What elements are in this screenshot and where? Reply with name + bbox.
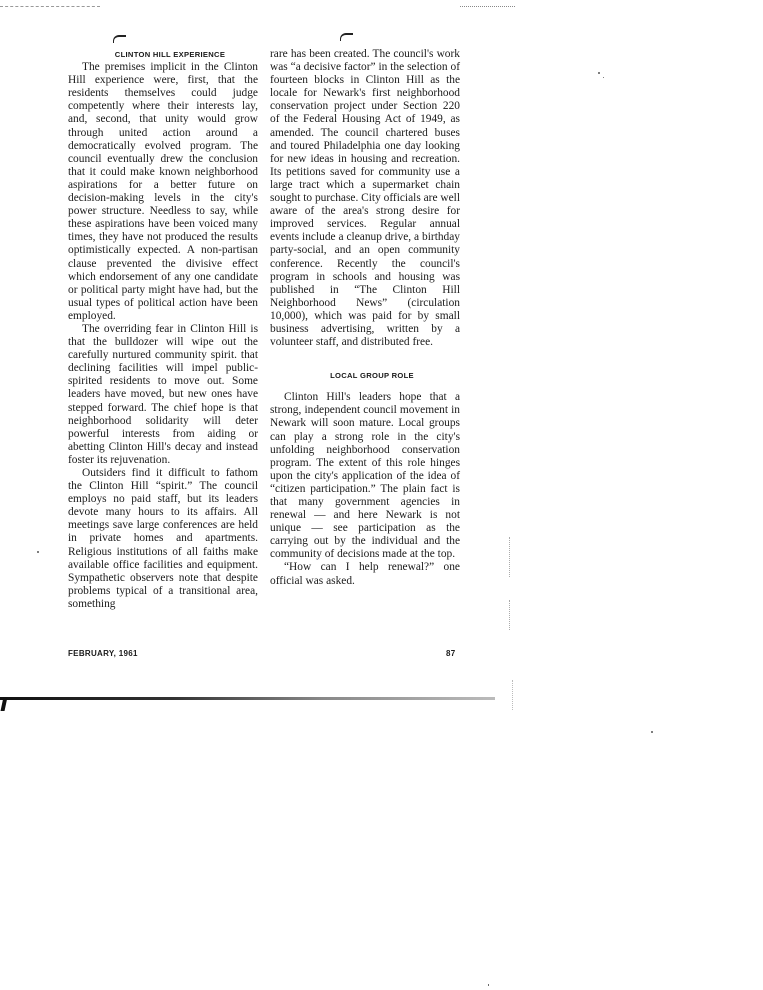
left-column bbox=[68, 48, 258, 611]
scan-dots bbox=[512, 680, 514, 710]
scan-rule-bottom bbox=[0, 697, 495, 700]
scan-speck bbox=[37, 551, 39, 553]
page-number: 87 bbox=[446, 649, 456, 658]
paragraph: Clinton Hill's leaders hope that a strong, independent council movement in Newark will soon mature. Local groups can play a strong role in the city's unfolding neighborhood conservation program. The extent of this role hinges upon the city's application of the idea of “citizen participation.” The plain fact is that many government agencies in renewal — and here Newark is not unique — see participation as the carrying out by the individual and the community of decisions made at the top. bbox=[270, 391, 460, 561]
paragraph: “How can I help renewal?” one official was asked. bbox=[270, 561, 460, 587]
staple-mark-right bbox=[340, 33, 353, 41]
scan-mark-top-right bbox=[460, 6, 515, 8]
right-column bbox=[270, 48, 460, 588]
paragraph: Outsiders find it difficult to fathom the Clinton Hill “spirit.” The council employs no paid staff, but its leaders devote many hours to its affairs. All meetings save large conferences are held in private homes and apartments. Religious institutions of all faiths make available office facilities and equipment. Sympathetic observers note that despite problems typical of a transitional area, something bbox=[68, 467, 258, 610]
staple-mark-left bbox=[113, 35, 126, 43]
section-heading-clinton-hill: CLINTON HILL EXPERIENCE bbox=[114, 50, 226, 59]
scan-speck bbox=[598, 72, 600, 74]
paragraph: The overriding fear in Clinton Hill is that the bulldozer will wipe out the carefully nurtured community spirit. that declining facilities will impel public-spirited residents to move out. Some leaders have moved, but new ones have stepped forward. The chief hope is that neighborhood solidarity will deter powerful interests from aiding or abetting Clinton Hill's decay and instead foster its rejuvenation. bbox=[68, 322, 258, 466]
section-heading-local-group-role: LOCAL GROUP ROLE bbox=[330, 371, 414, 381]
scan-mark-top-left bbox=[0, 6, 100, 8]
scan-dots bbox=[509, 600, 511, 630]
scan-speck bbox=[488, 984, 489, 986]
paragraph: rare has been created. The council's work was “a decisive factor” in the selection of fourteen blocks in Clinton Hill as the locale for Newark's first neighborhood conservation project under Section 220 of the Federal Housing Act of 1949, as amended. The council chartered buses and toured Philadelphia one day looking for new ideas in housing and recreation. Its petitions saved for community use a large tract which a supermarket chain sought to purchase. City officials are well aware of the area's strong desire for improved services. Regular annual events include a cleanup drive, a birthday party-social, and an open community conference. Recently the council's program in schools and housing was published in “The Clinton Hill Neighborhood News” (circulation 10,000), which was paid for by small business advertising, written by a volunteer staff, and distributed free. bbox=[270, 48, 460, 349]
scan-speck bbox=[651, 731, 653, 733]
scan-dots bbox=[509, 537, 511, 577]
footer-date: FEBRUARY, 1961 bbox=[68, 649, 138, 658]
scan-speck bbox=[603, 77, 604, 78]
paragraph: The premises implicit in the Clinton Hill experience were, first, that the residents themselves could judge competently where their interests lay, and, second, that unity would grow through united action around a democratically evolved program. The council eventually drew the conclusion that it could make known neighborhood aspirations for a better future on decision-making levels in the city's power structure. Needless to say, while these aspirations have been voiced many times, they have not produced the results optimistically expected. A non-partisan clause prevented the divisive effect which endorsement of any one candidate or political party might have had, but the usual types of political action have been employed. bbox=[68, 61, 258, 322]
